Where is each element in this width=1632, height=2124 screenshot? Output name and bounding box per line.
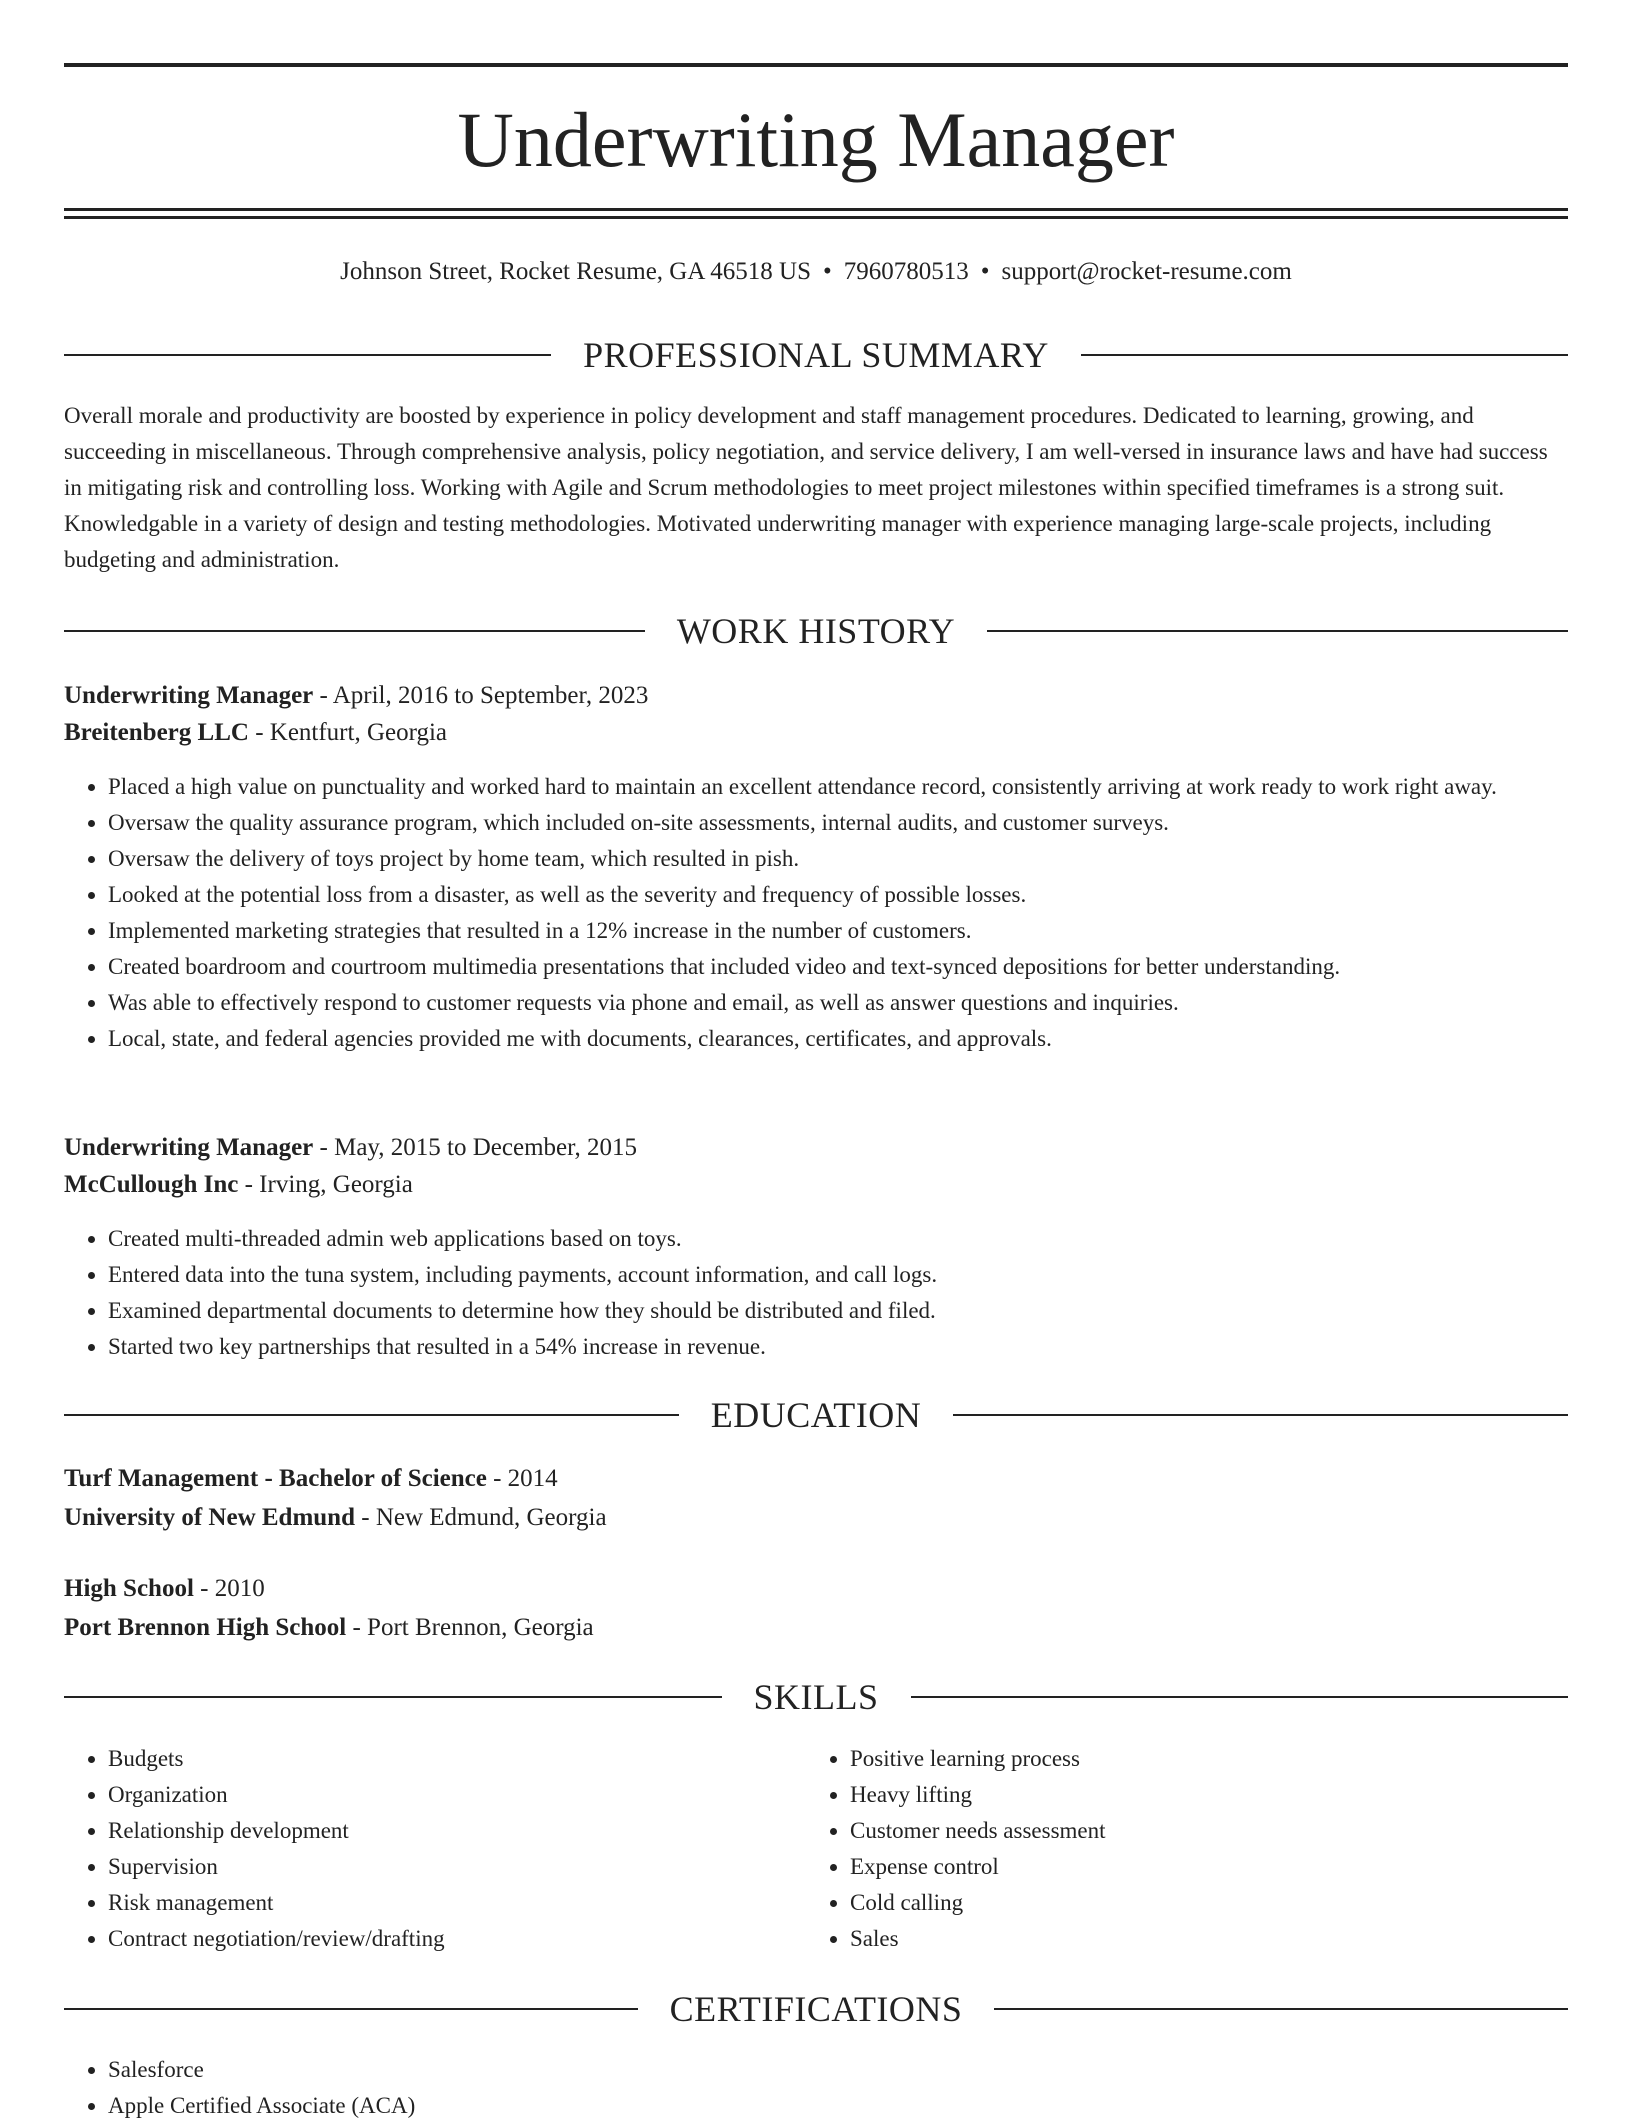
education-degree-line [64,1570,1568,1608]
section-title: SKILLS [753,1677,879,1717]
section-title: EDUCATION [710,1395,922,1435]
skill-item: • Cold calling [850,1885,1550,1921]
skill-item: • Positive learning process [850,1741,1550,1777]
skill-item: • Heavy lifting [850,1777,1550,1813]
education-school: Port Brennon High School [64,1614,347,1641]
education-school-line [64,1499,1568,1537]
job-location: - Kentfurt, Georgia [248,719,448,746]
section-heading-summary [64,333,1568,377]
skill-item: • Risk management [108,1885,808,1921]
job-bullet: • Oversaw the quality assurance program, which included on-site assessments, internal audits, and customer surveys. [108,805,1612,841]
skill-item: • Customer needs assessment [850,1813,1550,1849]
resume-title: Underwriting Manager [457,96,1175,183]
job-company: McCullough Inc [64,1171,239,1198]
section-heading-education [64,1393,1568,1437]
education-school: University of New Edmund [64,1504,355,1531]
job-bullet: • Entered data into the tuna system, including payments, account information, and call logs. [108,1257,1612,1293]
skill-item: • Budgets [108,1741,808,1777]
skill-item: • Contract negotiation/review/drafting [108,1921,808,1957]
education-year: - 2010 [193,1575,265,1602]
job-bullet: • Placed a high value on punctuality and worked hard to maintain an excellent attendance record, consistently arriving at work ready to work right away. [108,769,1612,805]
job-title-line [64,1129,1568,1167]
header-top-rule [64,63,1568,67]
job-bullets [64,1221,1612,1365]
skill-item: • Sales [850,1921,1550,1957]
certification-item: • Salesforce [108,2052,1612,2088]
education-year: - 2014 [486,1465,558,1492]
job-bullet: • Local, state, and federal agencies provided me with documents, clearances, certificates, and approvals. [108,1021,1612,1057]
job-bullet: • Started two key partnerships that resulted in a 54% increase in revenue. [108,1329,1612,1365]
education-school-line [64,1609,1568,1647]
education-location: - Port Brennon, Georgia [346,1614,594,1641]
section-rule-right [994,2008,1568,2010]
section-heading-skills [64,1675,1568,1719]
job-bullet: • Created multi-threaded admin web applications based on toys. [108,1221,1612,1257]
certification-item: • Apple Certified Associate (ACA) [108,2088,1612,2124]
skills-list-left [64,1741,808,1957]
contact-address: Johnson Street, Rocket Resume, GA 46518 US [340,258,811,285]
section-rule-left [64,354,551,356]
job-bullet: • Implemented marketing strategies that resulted in a 12% increase in the number of customers. [108,913,1612,949]
job-bullet: • Looked at the potential loss from a disaster, as well as the severity and frequency of possible losses. [108,877,1612,913]
job-company-line [64,714,1568,752]
job-bullet: • Oversaw the delivery of toys project by home team, which resulted in pish. [108,841,1612,877]
section-rule-left [64,2008,638,2010]
job-bullet: • Was able to effectively respond to customer requests via phone and email, as well as answer questions and inquiries. [108,985,1612,1021]
header-bottom-rule [64,208,1568,211]
certifications-list [64,2052,1612,2124]
job-title: Underwriting Manager [64,1134,314,1161]
section-heading-work-history [64,609,1568,653]
job-dates: - April, 2016 to September, 2023 [313,682,649,709]
section-title: CERTIFICATIONS [669,1989,963,2029]
section-rule-right [1081,354,1568,356]
contact-separator: • [980,258,990,285]
job-company: Breitenberg LLC [64,719,249,746]
summary-text: Overall morale and productivity are boosted by experience in policy development and staff management procedures. Dedicated to learning, growing, and succeeding in miscellaneous. Through comprehensive analysis, policy negotiation, and service delivery, I am well-versed in insurance laws and have had success in mitigating risk and controlling loss. Working with Agile and Scrum methodologies to meet project milestones within specified timeframes is a strong suit. Knowledgable in a variety of design and testing methodologies. Motivated underwriting manager with experience managing large-scale projects, including budgeting and administration. [64,403,1548,572]
contact-email[interactable]: support@rocket-resume.com [1001,258,1292,285]
section-rule-left [64,630,645,632]
section-rule-left [64,1696,722,1698]
job-bullets [64,769,1612,1057]
education-degree: High School [64,1575,194,1602]
section-heading-certifications [64,1987,1568,2031]
job-bullet: • Created boardroom and courtroom multimedia presentations that included video and text-synced depositions for better understanding. [108,949,1612,985]
job-title-line [64,677,1568,715]
skill-item: • Organization [108,1777,808,1813]
section-rule-right [987,630,1568,632]
header-bottom-rule-second [64,216,1568,219]
contact-info [64,254,1568,290]
contact-separator: • [823,258,832,285]
section-rule-left [64,1414,679,1416]
job-dates: - May, 2015 to December, 2015 [313,1134,637,1161]
education-location: - New Edmund, Georgia [355,1504,607,1531]
education-degree: Turf Management - Bachelor of Science [64,1465,487,1492]
job-title: Underwriting Manager [64,682,314,709]
job-company-line [64,1166,1568,1204]
section-title: PROFESSIONAL SUMMARY [583,335,1049,375]
job-bullet: • Examined departmental documents to determine how they should be distributed and filed. [108,1293,1612,1329]
skills-list-right [806,1741,1550,1957]
skill-item: • Supervision [108,1849,808,1885]
skill-item: • Relationship development [108,1813,808,1849]
job-location: - Irving, Georgia [238,1171,413,1198]
section-title: WORK HISTORY [676,611,956,651]
section-rule-right [953,1414,1568,1416]
contact-phone[interactable]: 7960780513 [843,258,969,285]
skill-item: • Expense control [850,1849,1550,1885]
section-rule-right [911,1696,1569,1698]
education-degree-line [64,1460,1568,1498]
